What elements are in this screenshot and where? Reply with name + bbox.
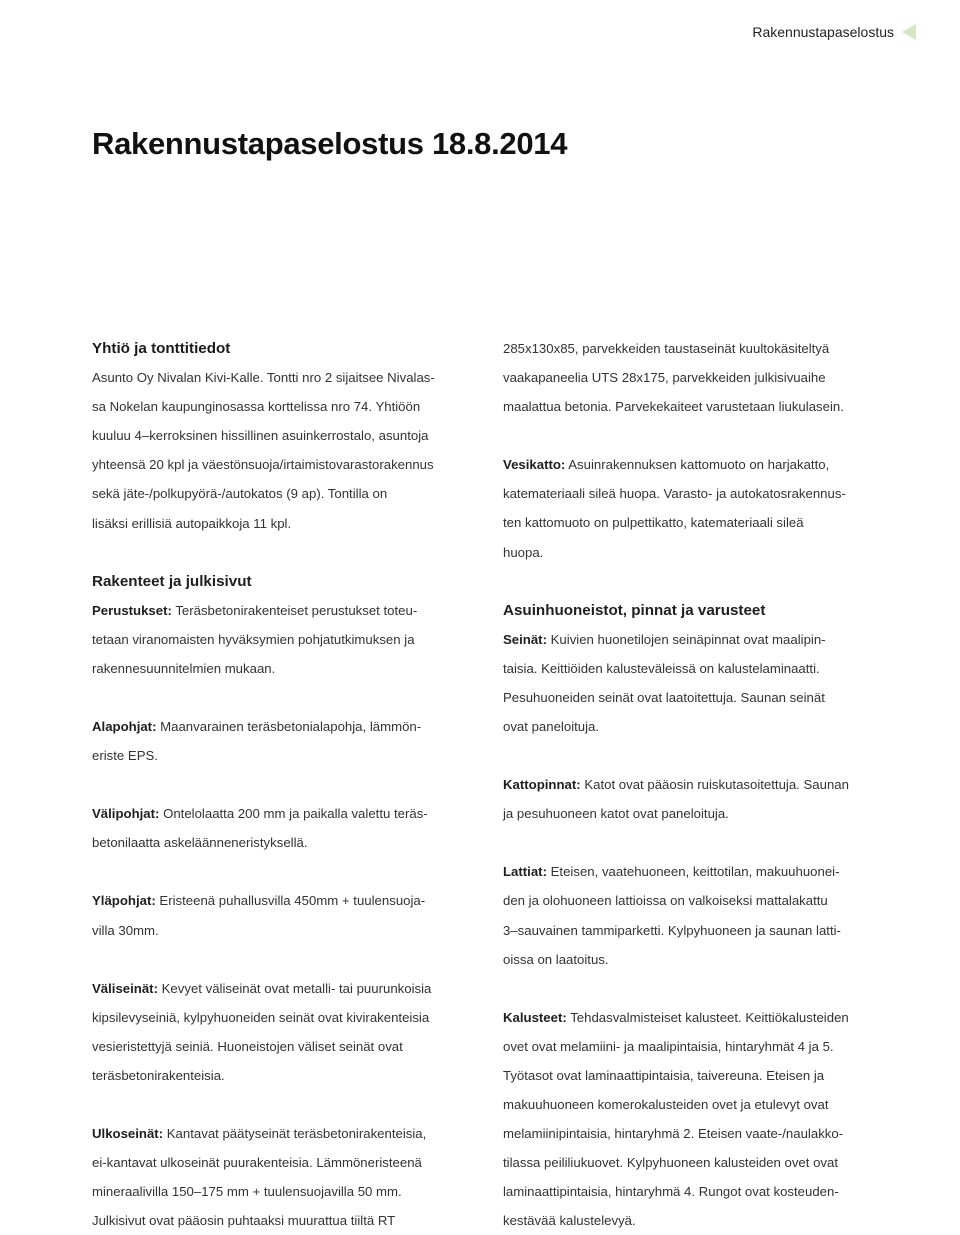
text-line-lead [503, 857, 883, 886]
text-line-lead [92, 1119, 460, 1148]
paragraph-roof-floor [92, 886, 460, 944]
text-line-lead [503, 1003, 883, 1032]
lead-intermediate-floor: Välipohjat: [92, 806, 160, 822]
paragraph-intermediate-floor [92, 799, 460, 857]
paragraph-ceilings [503, 770, 883, 828]
lead-foundations: Perustukset: [92, 602, 172, 618]
text-line: Asuinrakennuksen kattomuoto on harjakatto, [565, 457, 830, 473]
text-line: kuuluu 4–kerroksinen hissillinen asuinkerrostalo, asuntoja [92, 428, 429, 444]
paragraph-floors [503, 857, 883, 973]
lead-walls: Seinät: [503, 631, 547, 647]
text-line: ten kattomuoto on pulpettikatto, katemateriaali sileä [503, 515, 804, 531]
text-line: sekä jäte-/polkupyörä-/autokatos (9 ap). Tontilla on [92, 486, 388, 502]
text-line: oissa on laatoitus. [503, 951, 609, 967]
text-line: teräsbetonirakenteisia. [92, 1067, 225, 1083]
text-line: Tehdasvalmisteiset kalusteet. Keittiökalusteiden [566, 1009, 849, 1025]
text-line: Työtasot ovat laminaattipintaisia, taivereuna. Eteisen ja [503, 1067, 825, 1083]
paragraph-roof [503, 450, 883, 566]
running-header [752, 24, 916, 40]
text-line: laminaattipintaisia, hintaryhmä 4. Rungot ovat kosteuden- [503, 1184, 839, 1200]
text-line: sa Nokelan kaupunginosassa korttelissa nro 74. Yhtiöön [92, 399, 421, 415]
section-company-info [92, 334, 460, 538]
lead-ceilings: Kattopinnat: [503, 777, 581, 793]
text-line: vaakapaneelia UTS 28x175, parvekkeiden julkisivuaihe [503, 370, 826, 386]
document-title: Rakennustapaselostus 18.8.2014 [92, 126, 568, 161]
paragraph-partition-walls [92, 974, 460, 1090]
text-line: Ontelolaatta 200 mm ja paikalla valettu teräs- [159, 806, 428, 822]
text-line-lead [92, 799, 460, 828]
text-line: betonilaatta askeläänneneristyksellä. [92, 835, 308, 851]
text-line: Katot ovat pääosin ruiskutasoitettuja. Saunan [580, 777, 849, 793]
text-line-lead [92, 712, 460, 741]
text-line: lisäksi erillisiä autopaikkoja 11 kpl. [92, 515, 292, 531]
text-line: villa 30mm. [92, 922, 159, 938]
lead-exterior-walls: Ulkoseinät: [92, 1125, 164, 1141]
section-heading-apartments: Asuinhuoneistot, pinnat ja varusteet [503, 601, 766, 619]
text-line-lead [503, 770, 883, 799]
text-line: Asunto Oy Nivalan Kivi-Kalle. Tontti nro 2 sijaitsee Nivalas- [92, 370, 435, 386]
text-line: makuuhuoneen komerokalusteiden ovet ja etulevyt ovat [503, 1096, 829, 1112]
text-line: maalattua betonia. Parvekekaiteet varustetaan liukulasein. [503, 399, 844, 415]
text-line: Kantavat päätyseinät teräsbetonirakenteisia, [163, 1125, 427, 1141]
paragraph-furniture [503, 1003, 883, 1235]
section-heading-structures: Rakenteet ja julkisivut [92, 572, 252, 590]
text-line-lead [503, 450, 883, 479]
text-line: huopa. [503, 544, 544, 560]
text-line: Kevyet väliseinät ovat metalli- tai puurunkoisia [157, 980, 432, 996]
text-line: Kuivien huonetilojen seinäpinnat ovat maalipin- [546, 631, 826, 647]
lead-roof: Vesikatto: [503, 457, 566, 473]
text-line: 285x130x85, parvekkeiden taustaseinät kuultokäsiteltyä [503, 341, 830, 356]
text-line: tilassa peililiukuovet. Kylpyhuoneen kalusteiden ovet ovat [503, 1155, 839, 1171]
text-line-lead [503, 625, 883, 654]
text-line: Eristeenä puhallusvilla 450mm + tuulensuoja- [155, 893, 426, 909]
section-apartments [503, 596, 883, 741]
lead-partition-walls: Väliseinät: [92, 980, 158, 996]
text-line: vesieristettyjä seiniä. Huoneistojen väliset seinät ovat [92, 1038, 403, 1054]
text-line: ei-kantavat ulkoseinät puurakenteisia. Lämmöneristeenä [92, 1155, 422, 1171]
text-line: katemateriaali sileä huopa. Varasto- ja autokatosrakennus- [503, 486, 846, 502]
text-line: Eteisen, vaatehuoneen, keittotilan, makuuhuonei- [546, 864, 840, 880]
lead-roof-floor: Yläpohjat: [92, 893, 156, 909]
triangle-marker-icon [902, 24, 916, 40]
text-line: den ja olohuoneen lattioissa on valkoiseksi mattalakattu [503, 893, 828, 909]
paragraph-foundations [92, 596, 460, 625]
text-line: Teräsbetonirakenteiset perustukset toteu- [171, 602, 418, 618]
text-line: tetaan viranomaisten hyväksymien pohjatutkimuksen ja [92, 631, 415, 647]
text-line: Maanvarainen teräsbetonialapohja, lämmön- [156, 719, 422, 735]
paragraph-facade-continued [503, 334, 883, 421]
section-heading-company: Yhtiö ja tonttitiedot [92, 340, 231, 357]
text-line: kestävää kalustelevyä. [503, 1213, 636, 1229]
section-structures [92, 567, 460, 683]
text-line: mineraalivilla 150–175 mm + tuulensuojavilla 50 mm. [92, 1184, 402, 1200]
text-line-lead [92, 886, 460, 915]
right-column [503, 334, 883, 1235]
lead-floors: Lattiat: [503, 864, 547, 880]
text-line-lead [92, 974, 460, 1003]
text-line: ja pesuhuoneen katot ovat paneloituja. [503, 806, 729, 822]
lead-furniture: Kalusteet: [503, 1009, 567, 1025]
text-line: ovat paneloituja. [503, 719, 600, 735]
left-column [92, 334, 460, 1235]
text-line: kipsilevyseiniä, kylpyhuoneiden seinät ovat kivirakenteisia [92, 1009, 430, 1025]
text-line: melamiinipintaisia, hintaryhmä 2. Eteisen vaate-/naulakko- [503, 1126, 844, 1142]
running-header-title: Rakennustapaselostus [752, 24, 894, 40]
text-line: 3–sauvainen tammiparketti. Kylpyhuoneen ja saunan latti- [503, 922, 841, 938]
text-line: taisia. Keittiöiden kalusteväleissä on kalustelaminaatti. [503, 660, 820, 676]
text-line: Julkisivut ovat pääosin puhtaaksi muurattua tiiltä RT [92, 1213, 396, 1229]
text-line: eriste EPS. [92, 748, 158, 764]
text-line: rakennesuunnitelmien mukaan. [92, 660, 276, 676]
paragraph-base-floor [92, 712, 460, 770]
text-line: ovet ovat melamiini- ja maalipintaisia, hintaryhmät 4 ja 5. [503, 1038, 834, 1054]
text-line: yhteensä 20 kpl ja väestönsuoja/irtaimistovarastorakennus [92, 457, 434, 473]
text-line: Pesuhuoneiden seinät ovat laatoitettuja. Saunan seinät [503, 689, 825, 705]
paragraph-exterior-walls [92, 1119, 460, 1235]
lead-base-floor: Alapohjat: [92, 719, 157, 735]
